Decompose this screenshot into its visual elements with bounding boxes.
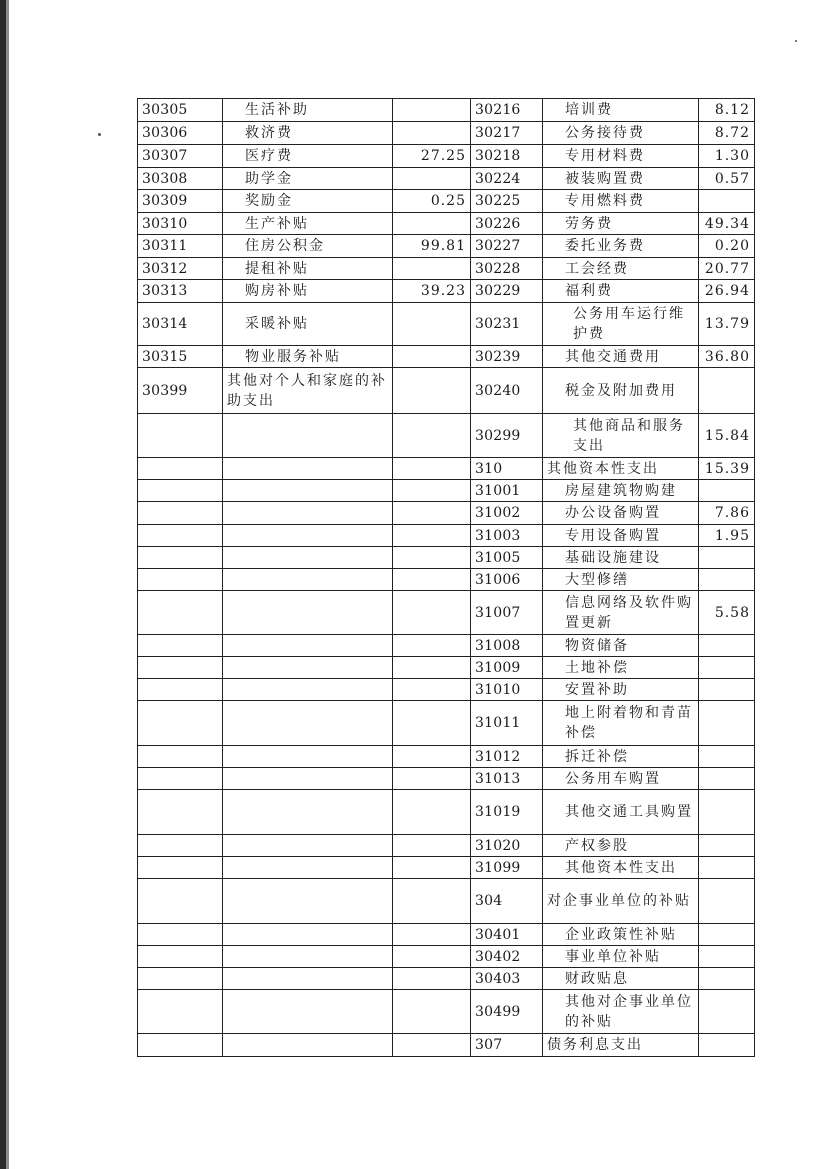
right-code-cell: 30226 [471, 213, 543, 235]
right-name-cell: 专用材料费 [543, 145, 699, 168]
right-name-cell: 信息网络及软件购置更新 [543, 591, 699, 635]
right-name-cell: 公务用车购置 [543, 768, 699, 790]
left-name-cell [223, 924, 393, 946]
right-code-cell: 310 [471, 458, 543, 480]
right-name-cell: 对企事业单位的补贴 [543, 879, 699, 924]
table-row [138, 346, 755, 368]
right-amount-cell: 13.79 [699, 303, 755, 346]
left-name-cell [223, 968, 393, 990]
right-code-cell: 31003 [471, 525, 543, 547]
right-code-cell: 31012 [471, 746, 543, 768]
left-code-cell [138, 946, 223, 968]
right-name-cell: 公务用车运行维护费 [543, 303, 699, 346]
table-row [138, 368, 755, 414]
right-name-cell: 其他交通费用 [543, 346, 699, 368]
right-code-cell: 30402 [471, 946, 543, 968]
left-name-cell [223, 857, 393, 879]
right-name-cell: 培训费 [543, 99, 699, 122]
table-row [138, 746, 755, 768]
table-row [138, 168, 755, 190]
right-amount-cell: 1.95 [699, 525, 755, 547]
right-name-cell: 土地补偿 [543, 657, 699, 679]
left-name-cell: 物业服务补贴 [223, 346, 393, 368]
left-amount-cell [393, 1034, 471, 1057]
left-code-cell [138, 569, 223, 591]
left-amount-cell [393, 213, 471, 235]
right-code-cell: 31020 [471, 835, 543, 857]
right-name-cell: 基础设施建设 [543, 547, 699, 569]
right-code-cell: 304 [471, 879, 543, 924]
table-row [138, 122, 755, 145]
right-name-cell: 大型修缮 [543, 569, 699, 591]
right-amount-cell [699, 924, 755, 946]
right-amount-cell [699, 746, 755, 768]
left-name-cell: 助学金 [223, 168, 393, 190]
left-name-cell [223, 746, 393, 768]
right-amount-cell: 7.86 [699, 502, 755, 525]
table-row [138, 213, 755, 235]
table-row [138, 701, 755, 746]
left-amount-cell [393, 303, 471, 346]
left-amount-cell: 99.81 [393, 235, 471, 258]
left-name-cell [223, 525, 393, 547]
right-amount-cell [699, 990, 755, 1034]
right-name-cell: 专用设备购置 [543, 525, 699, 547]
left-amount-cell: 27.25 [393, 145, 471, 168]
right-name-cell: 委托业务费 [543, 235, 699, 258]
left-amount-cell [393, 346, 471, 368]
left-code-cell [138, 746, 223, 768]
right-code-cell: 30228 [471, 258, 543, 280]
right-code-cell: 31013 [471, 768, 543, 790]
left-code-cell [138, 657, 223, 679]
left-name-cell [223, 835, 393, 857]
table-row [138, 502, 755, 525]
left-code-cell [138, 480, 223, 502]
right-code-cell: 30229 [471, 280, 543, 303]
table-row [138, 857, 755, 879]
left-code-cell [138, 635, 223, 657]
left-amount-cell [393, 835, 471, 857]
right-code-cell: 30224 [471, 168, 543, 190]
right-code-cell: 30499 [471, 990, 543, 1034]
right-name-cell: 其他资本性支出 [543, 458, 699, 480]
table-row [138, 569, 755, 591]
right-name-cell: 物资储备 [543, 635, 699, 657]
left-amount-cell [393, 368, 471, 414]
right-code-cell: 30217 [471, 122, 543, 145]
table-row [138, 480, 755, 502]
left-code-cell [138, 458, 223, 480]
table-row [138, 1034, 755, 1057]
right-amount-cell [699, 480, 755, 502]
left-amount-cell [393, 258, 471, 280]
table-row [138, 946, 755, 968]
right-name-cell: 拆迁补偿 [543, 746, 699, 768]
left-amount-cell [393, 168, 471, 190]
left-name-cell [223, 879, 393, 924]
right-name-cell: 劳务费 [543, 213, 699, 235]
right-code-cell: 31008 [471, 635, 543, 657]
left-name-cell [223, 458, 393, 480]
left-name-cell [223, 1034, 393, 1057]
right-name-cell: 企业政策性补贴 [543, 924, 699, 946]
table-row [138, 679, 755, 701]
left-name-cell: 生活补助 [223, 99, 393, 122]
left-amount-cell [393, 857, 471, 879]
right-amount-cell [699, 635, 755, 657]
left-code-cell [138, 1034, 223, 1057]
right-code-cell: 31010 [471, 679, 543, 701]
left-amount-cell [393, 924, 471, 946]
right-name-cell: 福利费 [543, 280, 699, 303]
table-row [138, 879, 755, 924]
table-row [138, 835, 755, 857]
left-name-cell: 生产补贴 [223, 213, 393, 235]
left-amount-cell [393, 879, 471, 924]
right-code-cell: 31019 [471, 790, 543, 835]
right-name-cell: 产权参股 [543, 835, 699, 857]
left-code-cell [138, 679, 223, 701]
table-row [138, 924, 755, 946]
left-amount-cell [393, 591, 471, 635]
right-amount-cell [699, 790, 755, 835]
left-code-cell: 30399 [138, 368, 223, 414]
right-amount-cell: 20.77 [699, 258, 755, 280]
right-name-cell: 税金及附加费用 [543, 368, 699, 414]
right-name-cell: 财政贴息 [543, 968, 699, 990]
left-amount-cell [393, 525, 471, 547]
left-code-cell [138, 790, 223, 835]
left-amount-cell [393, 968, 471, 990]
right-code-cell: 30218 [471, 145, 543, 168]
right-amount-cell [699, 879, 755, 924]
right-name-cell: 安置补助 [543, 679, 699, 701]
left-code-cell [138, 591, 223, 635]
scan-edge-shadow [6, 0, 9, 1169]
left-amount-cell [393, 458, 471, 480]
table-row [138, 635, 755, 657]
left-name-cell [223, 657, 393, 679]
left-code-cell [138, 857, 223, 879]
left-code-cell [138, 835, 223, 857]
left-name-cell [223, 679, 393, 701]
left-code-cell [138, 924, 223, 946]
table-row [138, 414, 755, 458]
left-code-cell [138, 768, 223, 790]
right-amount-cell [699, 547, 755, 569]
left-amount-cell [393, 635, 471, 657]
left-code-cell: 30312 [138, 258, 223, 280]
expenditure-table [137, 98, 755, 1057]
left-name-cell [223, 591, 393, 635]
left-amount-cell [393, 679, 471, 701]
right-name-cell: 被装购置费 [543, 168, 699, 190]
right-code-cell: 30403 [471, 968, 543, 990]
table-row [138, 657, 755, 679]
left-amount-cell [393, 701, 471, 746]
left-code-cell: 30307 [138, 145, 223, 168]
right-amount-cell [699, 368, 755, 414]
table-row [138, 768, 755, 790]
right-code-cell: 30216 [471, 99, 543, 122]
table-row [138, 145, 755, 168]
right-amount-cell [699, 968, 755, 990]
right-amount-cell: 26.94 [699, 280, 755, 303]
right-code-cell: 30240 [471, 368, 543, 414]
right-name-cell: 其他对企事业单位的补贴 [543, 990, 699, 1034]
right-amount-cell [699, 946, 755, 968]
right-amount-cell: 15.84 [699, 414, 755, 458]
left-name-cell [223, 547, 393, 569]
right-amount-cell: 1.30 [699, 145, 755, 168]
left-amount-cell [393, 746, 471, 768]
right-amount-cell [699, 569, 755, 591]
scan-speck [795, 40, 797, 42]
right-name-cell: 其他交通工具购置 [543, 790, 699, 835]
right-code-cell: 31005 [471, 547, 543, 569]
left-name-cell [223, 768, 393, 790]
left-name-cell [223, 946, 393, 968]
right-code-cell: 31002 [471, 502, 543, 525]
left-name-cell: 采暖补贴 [223, 303, 393, 346]
right-name-cell: 债务利息支出 [543, 1034, 699, 1057]
right-code-cell: 30225 [471, 190, 543, 213]
right-name-cell: 房屋建筑物购建 [543, 480, 699, 502]
table-row [138, 790, 755, 835]
right-amount-cell: 49.34 [699, 213, 755, 235]
left-name-cell: 救济费 [223, 122, 393, 145]
expenditure-table-body [138, 99, 755, 1057]
table-row [138, 525, 755, 547]
left-code-cell [138, 525, 223, 547]
right-amount-cell [699, 1034, 755, 1057]
right-amount-cell: 5.58 [699, 591, 755, 635]
left-amount-cell [393, 99, 471, 122]
left-amount-cell [393, 414, 471, 458]
table-row [138, 280, 755, 303]
right-code-cell: 31007 [471, 591, 543, 635]
right-amount-cell [699, 190, 755, 213]
right-code-cell: 30231 [471, 303, 543, 346]
right-code-cell: 31011 [471, 701, 543, 746]
right-amount-cell [699, 679, 755, 701]
left-code-cell: 30315 [138, 346, 223, 368]
table-row [138, 99, 755, 122]
table-row [138, 547, 755, 569]
left-amount-cell [393, 502, 471, 525]
left-code-cell: 30309 [138, 190, 223, 213]
left-amount-cell [393, 990, 471, 1034]
right-code-cell: 30227 [471, 235, 543, 258]
left-amount-cell [393, 547, 471, 569]
left-code-cell [138, 879, 223, 924]
right-name-cell: 工会经费 [543, 258, 699, 280]
right-amount-cell: 0.57 [699, 168, 755, 190]
left-code-cell [138, 547, 223, 569]
right-amount-cell [699, 701, 755, 746]
left-amount-cell: 0.25 [393, 190, 471, 213]
left-code-cell [138, 990, 223, 1034]
table-row [138, 591, 755, 635]
right-name-cell: 办公设备购置 [543, 502, 699, 525]
left-name-cell [223, 990, 393, 1034]
right-code-cell: 30299 [471, 414, 543, 458]
right-name-cell: 地上附着物和青苗补偿 [543, 701, 699, 746]
table-row [138, 968, 755, 990]
right-code-cell: 307 [471, 1034, 543, 1057]
left-code-cell: 30306 [138, 122, 223, 145]
right-amount-cell: 8.72 [699, 122, 755, 145]
table-row [138, 458, 755, 480]
left-code-cell: 30305 [138, 99, 223, 122]
left-name-cell: 奖励金 [223, 190, 393, 213]
left-name-cell [223, 569, 393, 591]
left-name-cell: 住房公积金 [223, 235, 393, 258]
table-row [138, 235, 755, 258]
left-name-cell [223, 480, 393, 502]
left-name-cell: 购房补贴 [223, 280, 393, 303]
left-name-cell [223, 414, 393, 458]
left-amount-cell [393, 790, 471, 835]
table-row [138, 990, 755, 1034]
right-amount-cell [699, 857, 755, 879]
right-code-cell: 30239 [471, 346, 543, 368]
left-code-cell: 30314 [138, 303, 223, 346]
left-code-cell: 30310 [138, 213, 223, 235]
right-name-cell: 事业单位补贴 [543, 946, 699, 968]
right-amount-cell [699, 657, 755, 679]
right-name-cell: 其他资本性支出 [543, 857, 699, 879]
left-code-cell: 30311 [138, 235, 223, 258]
right-name-cell: 公务接待费 [543, 122, 699, 145]
left-name-cell [223, 701, 393, 746]
left-code-cell [138, 414, 223, 458]
right-code-cell: 31009 [471, 657, 543, 679]
left-code-cell [138, 968, 223, 990]
left-name-cell: 其他对个人和家庭的补助支出 [223, 368, 393, 414]
left-name-cell [223, 635, 393, 657]
right-code-cell: 31099 [471, 857, 543, 879]
left-amount-cell [393, 480, 471, 502]
left-amount-cell [393, 122, 471, 145]
left-name-cell: 提租补贴 [223, 258, 393, 280]
right-name-cell: 专用燃料费 [543, 190, 699, 213]
left-code-cell: 30308 [138, 168, 223, 190]
table-row [138, 190, 755, 213]
table-row [138, 258, 755, 280]
right-amount-cell [699, 835, 755, 857]
left-amount-cell [393, 657, 471, 679]
left-code-cell: 30313 [138, 280, 223, 303]
right-amount-cell: 8.12 [699, 99, 755, 122]
scan-speck [98, 133, 101, 136]
left-code-cell [138, 502, 223, 525]
left-amount-cell [393, 569, 471, 591]
left-code-cell [138, 701, 223, 746]
right-amount-cell: 0.20 [699, 235, 755, 258]
left-name-cell: 医疗费 [223, 145, 393, 168]
right-amount-cell: 15.39 [699, 458, 755, 480]
left-amount-cell [393, 768, 471, 790]
right-code-cell: 31006 [471, 569, 543, 591]
right-amount-cell [699, 768, 755, 790]
right-name-cell: 其他商品和服务支出 [543, 414, 699, 458]
right-amount-cell: 36.80 [699, 346, 755, 368]
table-row [138, 303, 755, 346]
right-code-cell: 30401 [471, 924, 543, 946]
left-amount-cell: 39.23 [393, 280, 471, 303]
left-amount-cell [393, 946, 471, 968]
left-name-cell [223, 790, 393, 835]
left-name-cell [223, 502, 393, 525]
right-code-cell: 31001 [471, 480, 543, 502]
